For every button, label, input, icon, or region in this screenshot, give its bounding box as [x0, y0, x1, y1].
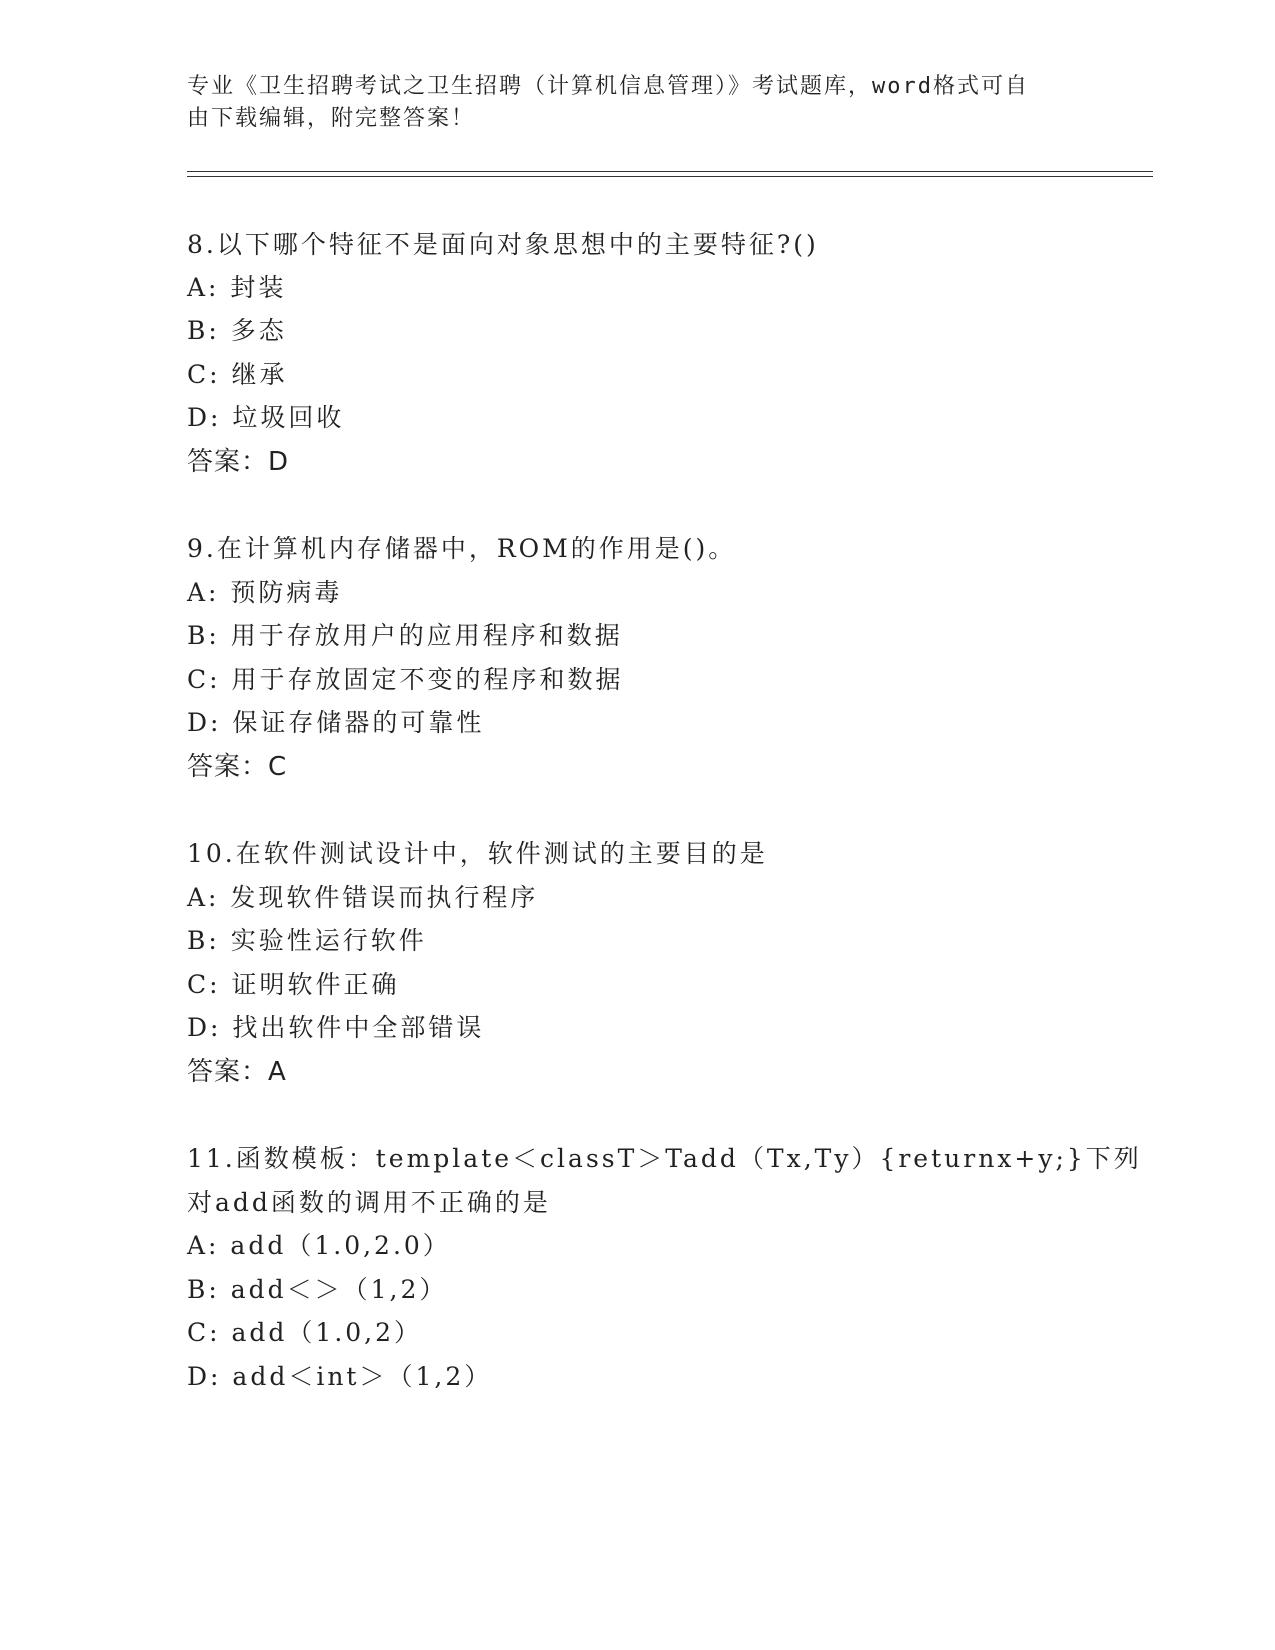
question-10-answer: 答案：A [187, 1057, 287, 1087]
question-11-option-b: B: add＜＞（1,2） [187, 1275, 448, 1304]
question-11-stem-line-2: 对add函数的调用不正确的是 [187, 1188, 551, 1217]
question-8-answer: 答案：D [187, 447, 290, 477]
question-9-answer: 答案：C [187, 752, 288, 782]
question-10-option-d: D: 找出软件中全部错误 [187, 1013, 485, 1042]
question-11-stem-line-1: 11.函数模板：template＜classT＞Tadd（Tx,Ty）{returnx+y;}下列 [187, 1144, 1142, 1173]
question-9-stem: 9.在计算机内存储器中，ROM的作用是()。 [187, 534, 737, 563]
question-8-option-a: A: 封装 [187, 273, 287, 302]
question-8-option-c: C: 继承 [187, 360, 288, 389]
question-10-option-a: A: 发现软件错误而执行程序 [187, 883, 539, 912]
question-9-option-b: B: 用于存放用户的应用程序和数据 [187, 621, 623, 650]
question-11-option-a: A: add（1.0,2.0） [187, 1231, 451, 1260]
question-8-option-b: B: 多态 [187, 316, 287, 345]
question-9-option-a: A: 预防病毒 [187, 578, 343, 607]
header-divider-bottom [187, 176, 1153, 177]
header-divider-top [187, 171, 1153, 172]
question-8-option-d: D: 垃圾回收 [187, 403, 345, 432]
question-9-option-c: C: 用于存放固定不变的程序和数据 [187, 665, 624, 694]
question-11-option-d: D: add＜int＞（1,2） [187, 1362, 493, 1391]
question-10-stem: 10.在软件测试设计中，软件测试的主要目的是 [187, 839, 768, 868]
question-9-option-d: D: 保证存储器的可靠性 [187, 708, 485, 737]
header-text-line-2: 由下载编辑，附完整答案！ [187, 106, 476, 131]
header-text-line-1: 专业《卫生招聘考试之卫生招聘（计算机信息管理）》考试题库，word格式可自 [187, 74, 1029, 99]
question-10-option-b: B: 实验性运行软件 [187, 926, 427, 955]
question-10-option-c: C: 证明软件正确 [187, 970, 400, 999]
question-8-stem: 8.以下哪个特征不是面向对象思想中的主要特征?() [187, 230, 819, 259]
question-11-option-c: C: add（1.0,2） [187, 1318, 423, 1347]
